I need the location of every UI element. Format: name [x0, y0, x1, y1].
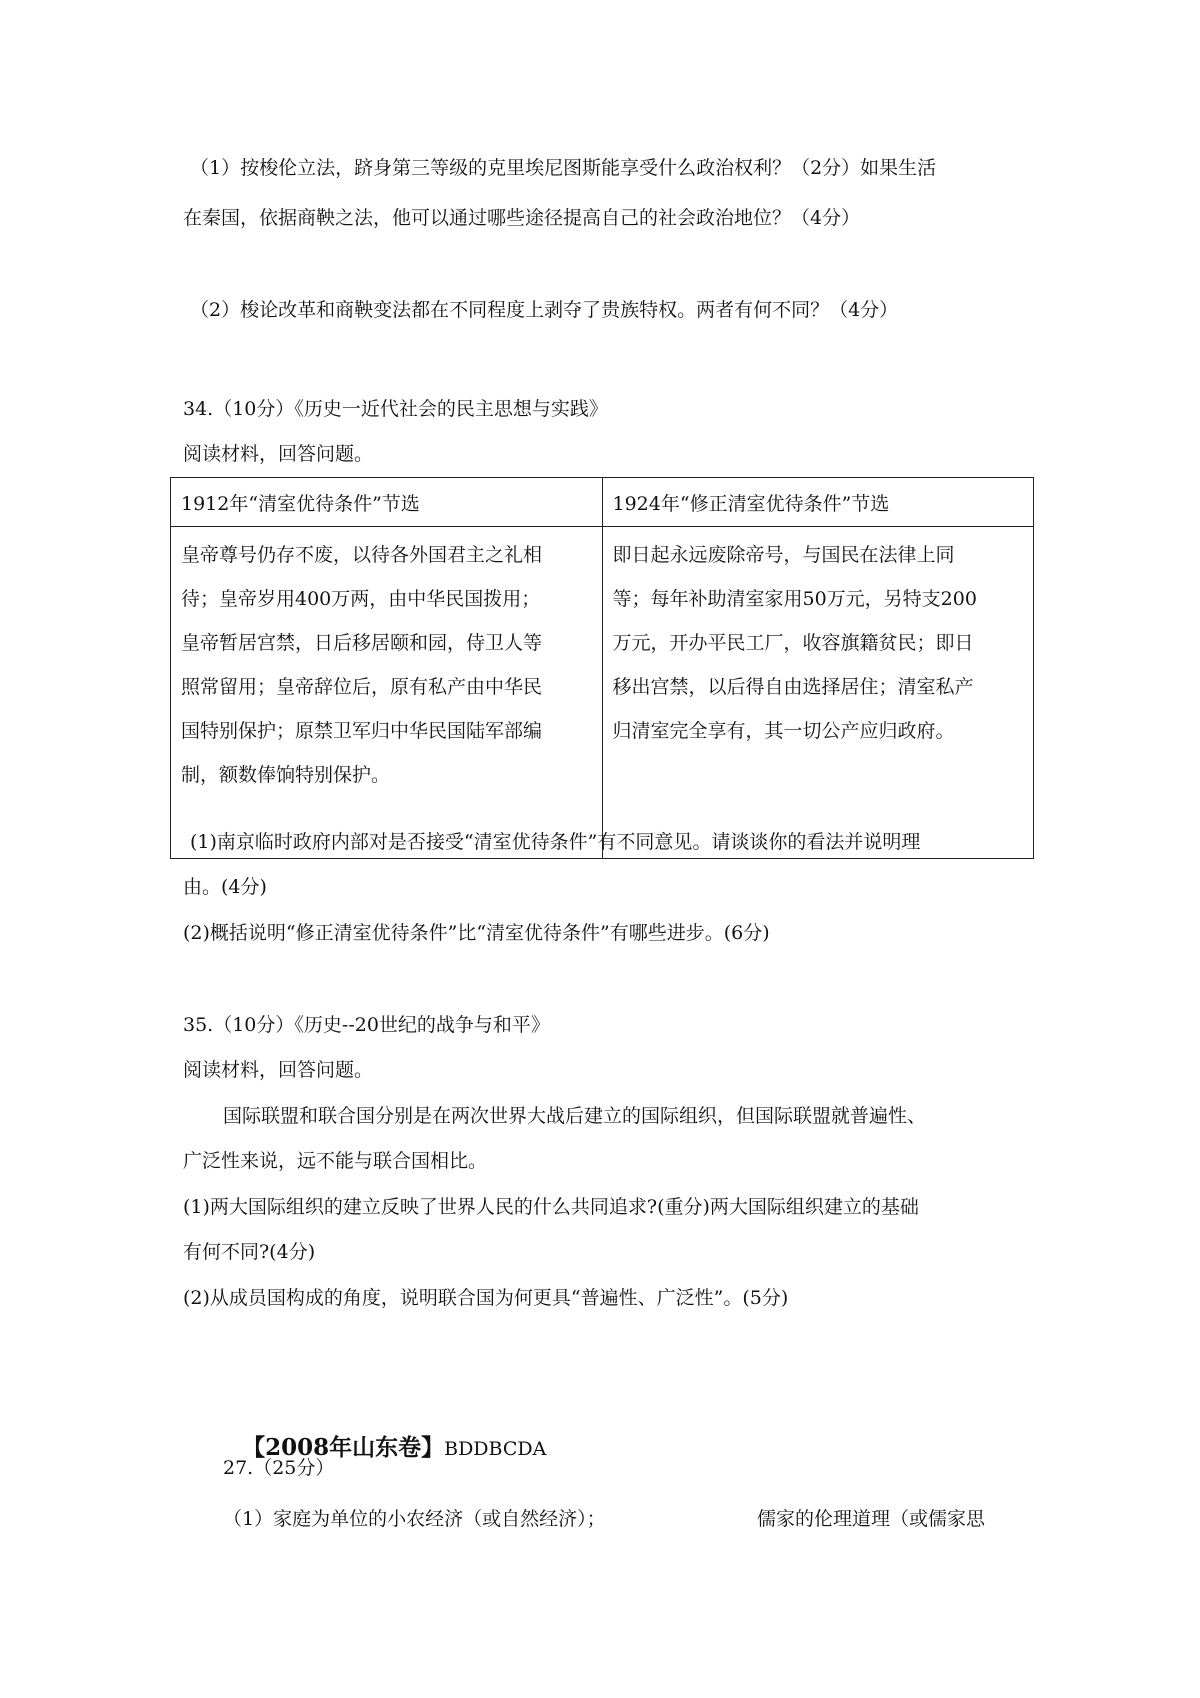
q35-part1-line1: (1)两大国际组织的建立反映了世界人民的什么共同追求?(重分)两大国际组织建立的基础 [183, 1196, 919, 1218]
table-header-1912: 1912年“清室优待条件”节选 [171, 478, 603, 527]
q34-comparison-table [170, 477, 1034, 859]
q33-part1-line2: 在秦国，依据商鞅之法，他可以通过哪些途径提高自己的社会政治地位？（4分） [183, 207, 861, 229]
q35-intro: 阅读材料，回答问题。 [183, 1059, 374, 1081]
table-1924-line: 万元，开办平民工厂，收容旗籍贫民；即日 [612, 632, 974, 654]
q35-part2: (2)从成员国构成的角度，说明联合国为何更具“普遍性、广泛性”。(5分) [183, 1287, 789, 1309]
q35-material-line2: 广泛性来说，远不能与联合国相比。 [183, 1150, 488, 1172]
q33-part1-line1: （1）按梭伦立法，跻身第三等级的克里埃尼图斯能享受什么政治权利？（2分）如果生活 [190, 157, 937, 179]
table-1912-line: 国特别保护；原禁卫军归中华民国陆军部编 [181, 720, 543, 742]
q33-part2: （2）梭论改革和商鞅变法都在不同程度上剥夺了贵族特权。两者有何不同？（4分） [190, 299, 899, 321]
table-cell-1924 [602, 527, 1034, 859]
q35-heading: 35.（10分）《历史--20世纪的战争与和平》 [183, 1014, 550, 1036]
q27-part1-right: 儒家的伦理道理（或儒家思 [757, 1508, 986, 1530]
q35-part1-line2: 有何不同?(4分) [183, 1241, 316, 1263]
table-1912-line: 皇帝尊号仍存不废，以待各外国君主之礼相 [181, 544, 543, 566]
table-cell-1912 [171, 527, 603, 859]
table-1924-line: 归清室完全享有，其一切公产应归政府。 [612, 720, 955, 742]
table-1924-line: 等；每年补助清室家用50万元，另特支200 [612, 588, 977, 610]
q34-part1-line2: 由。(4分) [183, 876, 267, 898]
table-header-1924: 1924年“修正清室优待条件”节选 [602, 478, 1034, 527]
q34-part1-line1: (1)南京临时政府内部对是否接受“清室优待条件”有不同意见。请谈谈你的看法并说明理 [190, 831, 921, 853]
table-1924-line: 即日起永远废除帝号，与国民在法律上同 [612, 544, 955, 566]
q35-material-line1: 国际联盟和联合国分别是在两次世界大战后建立的国际组织，但国际联盟就普遍性、 [223, 1105, 927, 1127]
q27-heading: 27.（25分） [223, 1457, 335, 1479]
q34-part2: (2)概括说明“修正清室优待条件”比“清室优待条件”有哪些进步。(6分) [183, 922, 770, 944]
table-1912-line: 照常留用；皇帝辞位后，原有私产由中华民 [181, 676, 543, 698]
q34-heading: 34.（10分）《历史一近代社会的民主思想与实践》 [183, 398, 608, 420]
table-1924-line: 移出宫禁，以后得自由选择居住；清室私产 [612, 676, 974, 698]
answers-title-bold: 【2008年山东卷】 [242, 1434, 445, 1461]
table-1912-line: 制，额数俸饷特别保护。 [181, 764, 391, 786]
table-1912-line: 待；皇帝岁用400万两，由中华民国拨用； [181, 588, 541, 610]
table-1912-line: 皇帝暂居宫禁，日后移居颐和园，侍卫人等 [181, 632, 543, 654]
q27-part1-left: （1）家庭为单位的小农经济（或自然经济）； [223, 1508, 606, 1530]
answers-title-keys: BDDBCDA [444, 1438, 547, 1460]
q34-intro: 阅读材料，回答问题。 [183, 443, 374, 465]
